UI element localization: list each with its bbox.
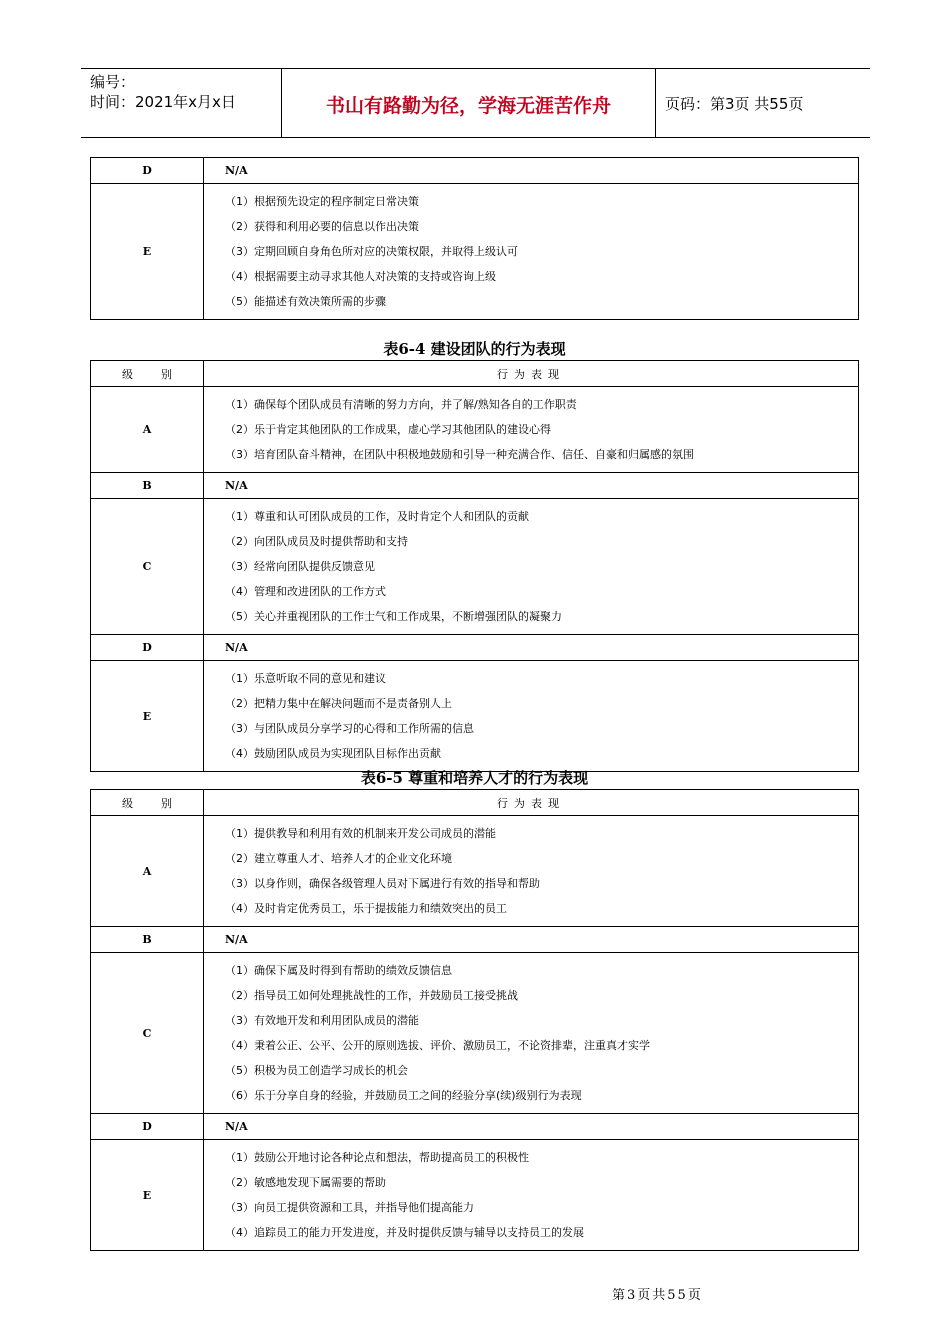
time-label: 时间：2021年x月x日 (90, 93, 236, 111)
list-item: （1）确保每个团队成员有清晰的努力方向，并了解/熟知各自的工作职责 (225, 398, 577, 411)
level-cell: D (91, 1114, 204, 1140)
header-level: 级别 (91, 790, 204, 816)
header-motto-cell (281, 69, 656, 137)
table-row (91, 473, 859, 499)
behavior-list (225, 387, 858, 472)
table-row (91, 661, 859, 772)
header-behavior: 行为表现 (204, 790, 859, 816)
list-item: （2）指导员工如何处理挑战性的工作，并鼓励员工接受挑战 (225, 989, 518, 1002)
header-behavior: 行为表现 (204, 361, 859, 387)
list-item: （1）根据预先设定的程序制定日常决策 (225, 195, 419, 208)
level-cell: E (91, 661, 204, 772)
table-row (91, 635, 859, 661)
list-item: （4）根据需要主动寻求其他人对决策的支持或咨询上级 (225, 270, 496, 283)
list-item: （3）有效地开发和利用团队成员的潜能 (225, 1014, 419, 1027)
list-item: （6）乐于分享自身的经验，并鼓励员工之间的经验分享(续)级别行为表现 (225, 1089, 582, 1102)
list-item: （2）建立尊重人才、培养人才的企业文化环境 (225, 852, 452, 865)
table-row (91, 387, 859, 473)
page-header (81, 68, 870, 138)
list-item: （5）关心并重视团队的工作士气和工作成果，不断增强团队的凝聚力 (225, 610, 562, 623)
behavior-cell (204, 499, 859, 635)
table-row (91, 927, 859, 953)
list-item: （3）与团队成员分享学习的心得和工作所需的信息 (225, 722, 474, 735)
behavior-list (225, 1140, 858, 1250)
list-item: （3）定期回顾自身角色所对应的决策权限，并取得上级认可 (225, 245, 518, 258)
level-cell: B (91, 927, 204, 953)
level-cell: A (91, 387, 204, 473)
list-item: （2）乐于肯定其他团队的工作成果，虚心学习其他团队的建设心得 (225, 423, 551, 436)
list-item: （4）管理和改进团队的工作方式 (225, 585, 386, 598)
list-item: （2）把精力集中在解决问题而不是责备别人上 (225, 697, 452, 710)
list-item: （2）获得和利用必要的信息以作出决策 (225, 220, 419, 233)
table-header-row (91, 361, 859, 387)
level-cell: C (91, 953, 204, 1114)
list-item: （2）向团队成员及时提供帮助和支持 (225, 535, 408, 548)
behavior-cell (204, 184, 859, 320)
behavior-list (225, 499, 858, 634)
behavior-list (225, 816, 858, 926)
list-item: （4）秉着公正、公平、公开的原则选拔、评价、激励员工，不论资排辈，注重真才实学 (225, 1039, 650, 1052)
footer-page-number: 第3页共55页 (612, 1288, 703, 1303)
level-cell: A (91, 816, 204, 927)
list-item: （1）乐意听取不同的意见和建议 (225, 672, 386, 685)
level-cell: E (91, 184, 204, 320)
level-cell: D (91, 635, 204, 661)
list-item: （4）鼓励团队成员为实现团队目标作出贡献 (225, 747, 441, 760)
header-level: 级别 (91, 361, 204, 387)
list-item: （3）向员工提供资源和工具，并指导他们提高能力 (225, 1201, 474, 1214)
list-item: （2）敏感地发现下属需要的帮助 (225, 1176, 386, 1189)
behavior-list (225, 184, 858, 319)
behavior-list (225, 953, 858, 1113)
motto: 书山有路勤为径，学海无涯苦作舟 (325, 95, 611, 117)
list-item: （4）追踪员工的能力开发进度，并及时提供反馈与辅导以支持员工的发展 (225, 1226, 584, 1239)
list-item: （4）及时肯定优秀员工，乐于提拔能力和绩效突出的员工 (225, 902, 507, 915)
list-item: （1）尊重和认可团队成员的工作，及时肯定个人和团队的贡献 (225, 510, 529, 523)
list-item: （1）确保下属及时得到有帮助的绩效反馈信息 (225, 964, 452, 977)
behavior-list (225, 661, 858, 771)
na-cell: N/A (204, 1114, 859, 1140)
list-item: （3）培育团队奋斗精神，在团队中积极地鼓励和引导一种充满合作、信任、自豪和归属感的氛围 (225, 448, 694, 461)
table-caption: 表6-4 建设团队的行为表现 (383, 340, 566, 358)
table-row (91, 816, 859, 927)
list-item: （1）鼓励公开地讨论各种论点和想法，帮助提高员工的积极性 (225, 1151, 529, 1164)
table-row (91, 1114, 859, 1140)
na-cell: N/A (204, 158, 859, 184)
na-cell: N/A (204, 635, 859, 661)
table-row (91, 953, 859, 1114)
table-row (91, 184, 859, 320)
table-row (91, 1140, 859, 1251)
table-continued (90, 157, 859, 320)
level-cell: E (91, 1140, 204, 1251)
header-meta-cell (81, 69, 281, 137)
table-row (91, 499, 859, 635)
list-item: （5）积极为员工创造学习成长的机会 (225, 1064, 408, 1077)
level-cell: D (91, 158, 204, 184)
list-item: （3）经常向团队提供反馈意见 (225, 560, 375, 573)
behavior-cell (204, 1140, 859, 1251)
table-header-row (91, 790, 859, 816)
table-6-4 (90, 360, 859, 772)
header-page-cell (656, 69, 870, 137)
na-cell: N/A (204, 473, 859, 499)
number-label: 编号： (90, 73, 136, 91)
level-cell: C (91, 499, 204, 635)
list-item: （5）能描述有效决策所需的步骤 (225, 295, 386, 308)
behavior-cell (204, 816, 859, 927)
table-caption: 表6-5 尊重和培养人才的行为表现 (360, 769, 589, 787)
table-row (91, 158, 859, 184)
na-cell: N/A (204, 927, 859, 953)
table-6-5 (90, 789, 859, 1251)
behavior-cell (204, 387, 859, 473)
level-cell: B (91, 473, 204, 499)
behavior-cell (204, 953, 859, 1114)
page-info: 页码：第3页 共55页 (665, 95, 804, 113)
behavior-cell (204, 661, 859, 772)
list-item: （1）提供教导和利用有效的机制来开发公司成员的潜能 (225, 827, 496, 840)
list-item: （3）以身作则，确保各级管理人员对下属进行有效的指导和帮助 (225, 877, 540, 890)
